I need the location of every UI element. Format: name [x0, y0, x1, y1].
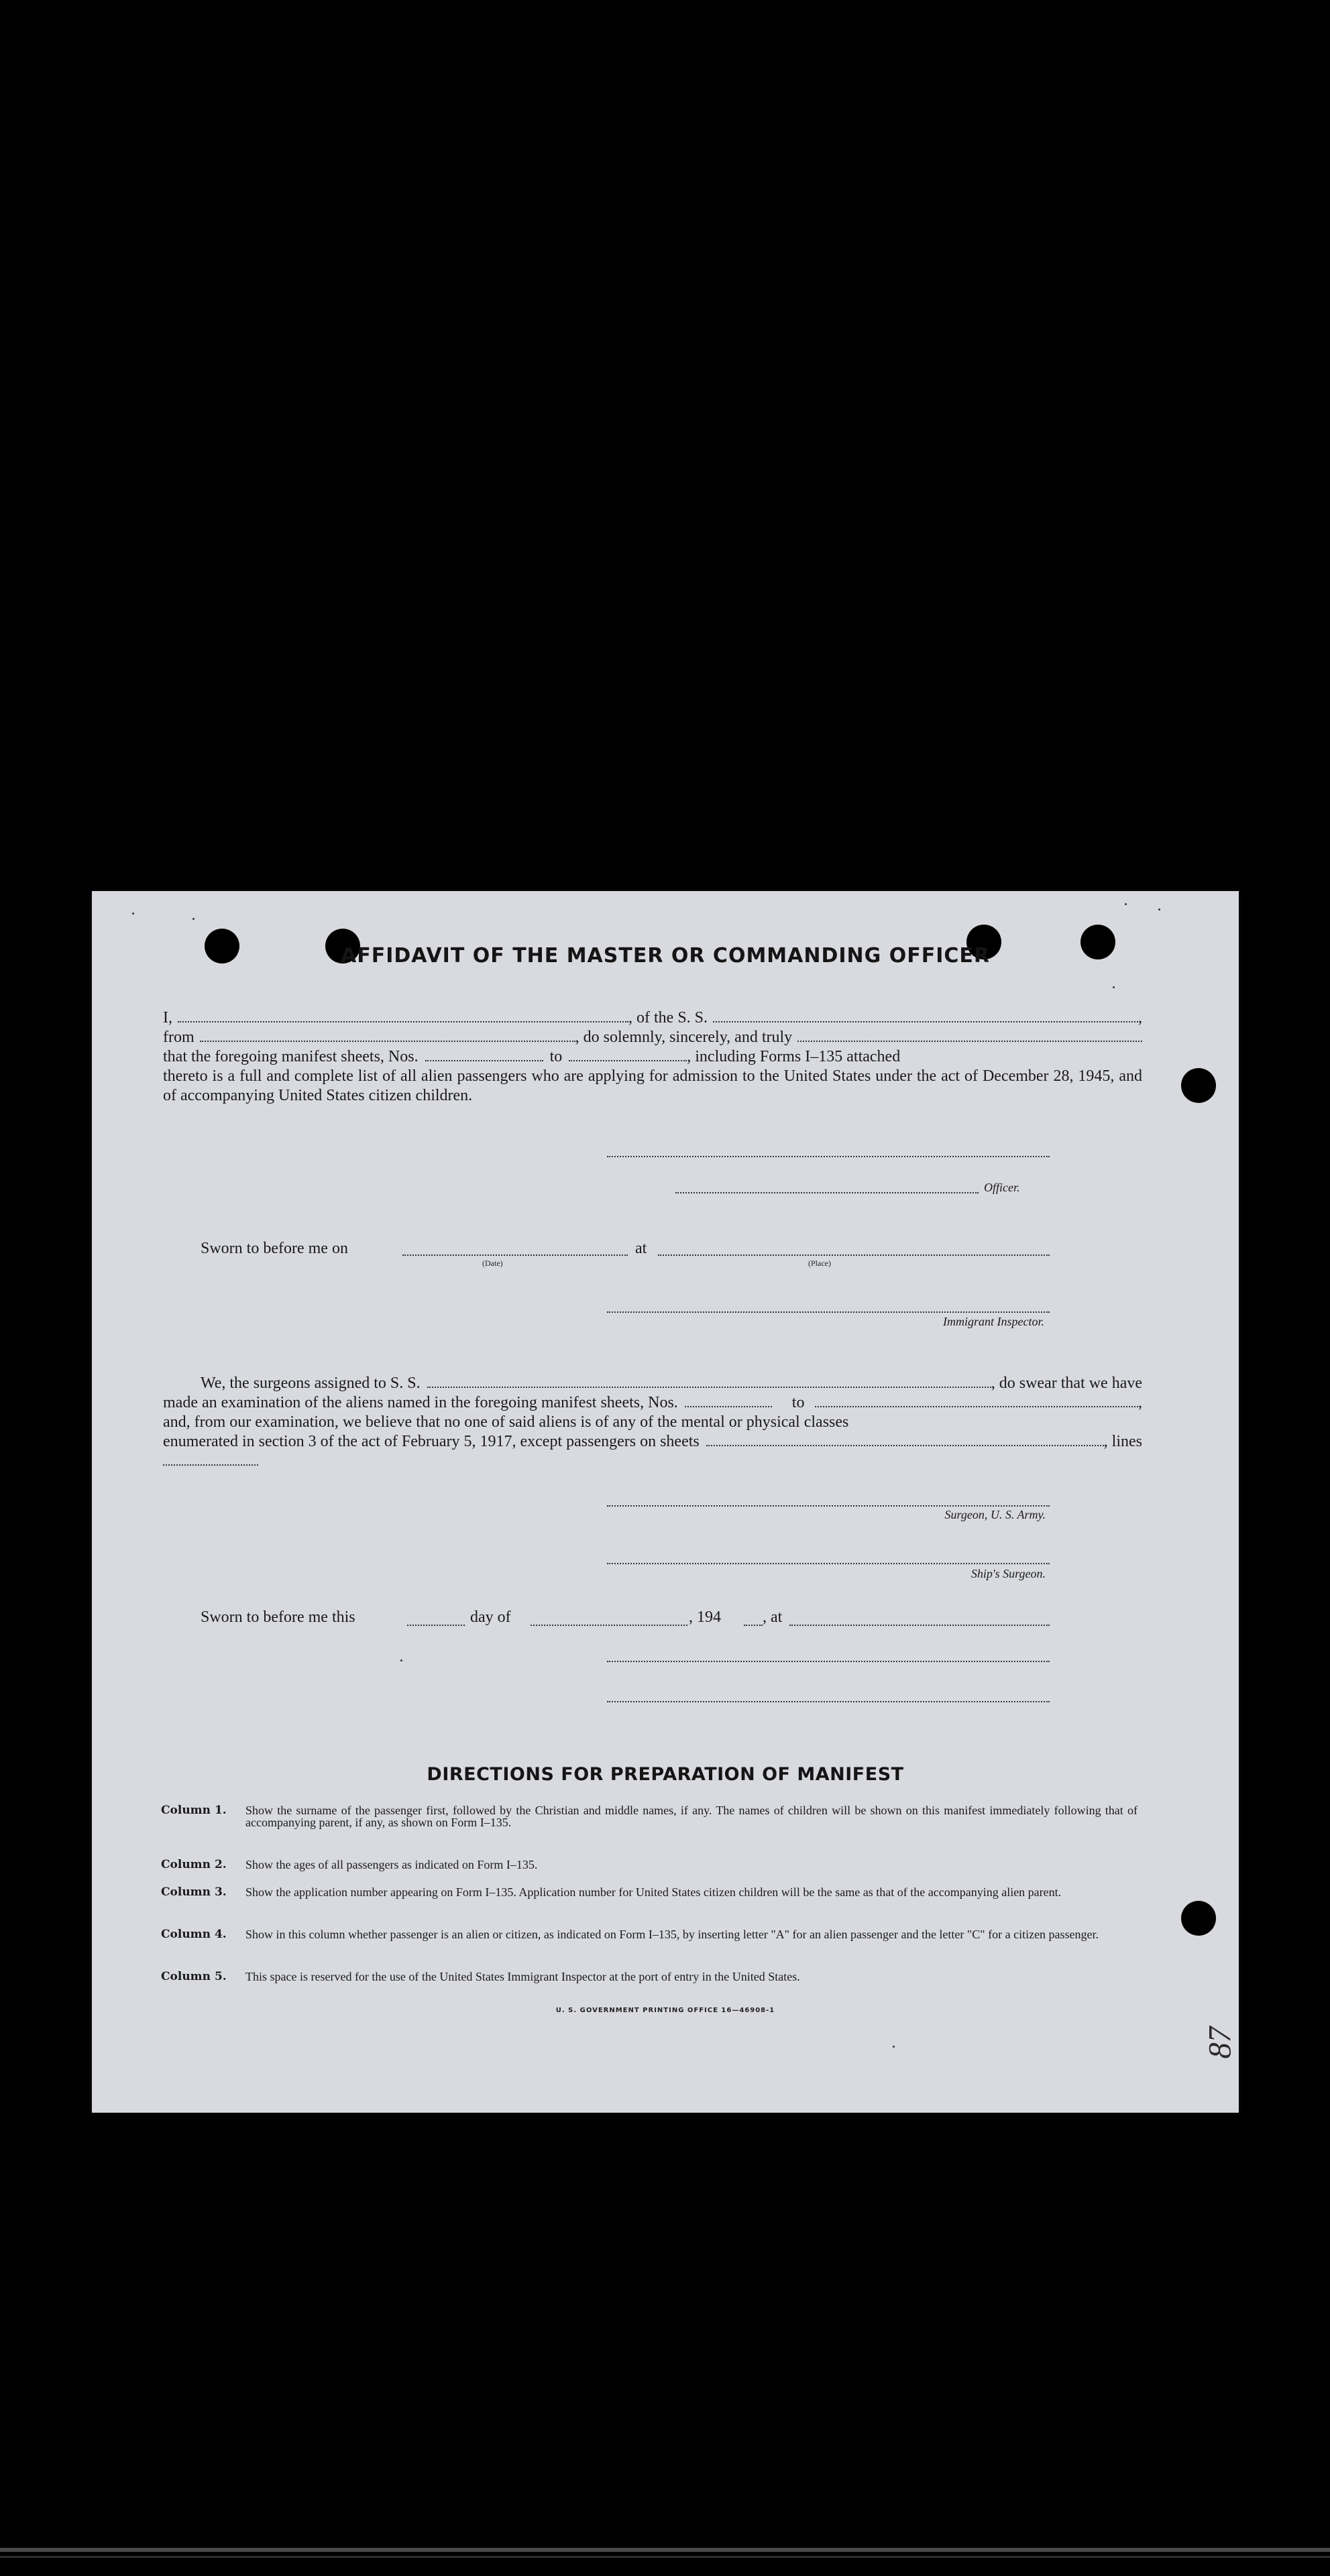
surgeons-lines-label: , lines — [1103, 1433, 1142, 1450]
affidavit-ofss-label: , of the S. S. — [628, 1009, 708, 1027]
column-label: Column 2. — [161, 1858, 227, 1871]
inspector-signature-line — [607, 1311, 1050, 1313]
manifest-form-page — [92, 891, 1239, 2113]
column-label: Column 5. — [161, 1970, 227, 1983]
column-label: Column 4. — [161, 1928, 227, 1941]
army-surgeon-signature-line — [607, 1505, 1050, 1507]
date-caption: (Date) — [482, 1258, 503, 1268]
sworn-date-line — [402, 1254, 628, 1256]
sworn-before-label: Sworn to before me on — [201, 1240, 348, 1257]
paper-speck — [132, 913, 134, 915]
affidavit-to-label: to — [549, 1048, 563, 1065]
sheet-to-blank — [569, 1048, 687, 1061]
sworn2-place-line — [789, 1625, 1050, 1626]
affidavit-line-3 — [163, 1047, 1142, 1067]
paper-speck — [1113, 986, 1115, 988]
surgeons-to-label: to — [791, 1394, 805, 1411]
surgeons-lines-blank-row — [163, 1452, 1142, 1471]
surgeons-line-1 — [163, 1374, 1142, 1393]
officer-title-line — [675, 1192, 979, 1193]
affidavit-solemnly-label: , do solemnly, sincerely, and truly — [575, 1029, 793, 1046]
printing-office-footer: U. S. GOVERNMENT PRINTING OFFICE 16—46908-1 — [555, 2007, 775, 2014]
affidavit-title: AFFIDAVIT OF THE MASTER OR COMMANDING OFFICER — [341, 944, 990, 968]
surgeons-made-label: made an examination of the aliens named in the foregoing manifest sheets, Nos. — [163, 1394, 678, 1411]
handwritten-margin-number: 87 — [1202, 2026, 1238, 2059]
punch-hole — [1181, 1068, 1216, 1103]
surgeons-lines-blank — [163, 1452, 258, 1466]
affidavit-line-rest: thereto is a full and complete list of all alien passengers who are applying for admission to the United States under the act of December 28, 1945, and of accompanying United States citizen children. — [163, 1067, 1142, 1104]
paper-speck — [1125, 903, 1127, 905]
punch-hole — [1181, 1901, 1216, 1936]
inspector2-title-line — [607, 1701, 1050, 1702]
sworn2-year-label: , 194 — [689, 1608, 721, 1626]
column-text: This space is reserved for the use of the United States Immigrant Inspector at the port of entry in the United States. — [245, 1970, 800, 1983]
oath-blank — [797, 1029, 1142, 1042]
surgeons-we-label: We, the surgeons assigned to S. S. — [201, 1374, 421, 1392]
column-label: Column 1. — [161, 1804, 227, 1817]
surgeons-sheets-blank — [706, 1433, 1104, 1446]
sworn2-year-line — [744, 1625, 763, 1626]
surgeons-line-3: and, from our examination, we believe that no one of said aliens is of any of the mental or physical classes — [163, 1413, 849, 1431]
ship-surgeon-signature-line — [607, 1563, 1050, 1564]
surgeons-ship-blank — [427, 1374, 991, 1388]
column-text: Show the surname of the passenger first, followed by the Christian and middle names, if any. The names of children will be shown on this manifest immediately following that of accompanying parent, if any, as shown on Form I–135. — [245, 1804, 1138, 1829]
surgeons-swear-label: , do swear that we have — [991, 1374, 1142, 1392]
surgeons-enumerated-label: enumerated in section 3 of the act of February 5, 1917, except passengers on sheets — [163, 1433, 700, 1450]
inspector2-signature-line — [607, 1661, 1050, 1662]
column-text: Show in this column whether passenger is an alien or citizen, as indicated on Form I–135, by inserting letter "A" for an alien passenger and the letter "C" for a citizen passenger. — [245, 1928, 1099, 1941]
surgeons-line-2: made an examination of the aliens named in the foregoing manifest sheets, Nos. to , — [163, 1394, 1142, 1411]
affidavit-including-label: , including Forms I–135 attached — [687, 1048, 901, 1065]
column-text: Show the ages of all passengers as indicated on Form I–135. — [245, 1858, 538, 1871]
sworn2-label: Sworn to before me this — [201, 1608, 355, 1626]
sworn2-day-line — [407, 1625, 465, 1626]
officer-caption: Officer. — [984, 1181, 1020, 1194]
inspector-caption: Immigrant Inspector. — [943, 1315, 1044, 1328]
affidavit-paragraph — [163, 1008, 1142, 1106]
surgeons-paragraph — [163, 1374, 1142, 1471]
viewer-edge-strip — [0, 2548, 1330, 2552]
army-surgeon-caption: Surgeon, U. S. Army. — [944, 1508, 1046, 1521]
affidavit-from-label: from — [163, 1029, 195, 1046]
directions-title: DIRECTIONS FOR PREPARATION OF MANIFEST — [427, 1764, 904, 1785]
paper-speck — [192, 918, 195, 920]
viewer-edge-strip-secondary — [0, 2556, 1330, 2558]
sworn-place-line — [658, 1254, 1050, 1256]
officer-signature-line — [607, 1156, 1050, 1157]
surgeons-sheet-to-blank — [815, 1394, 1138, 1407]
sworn-at-label: at — [635, 1240, 647, 1257]
affidavit-foregoing-label: that the foregoing manifest sheets, Nos. — [163, 1048, 419, 1065]
paper-speck — [1158, 909, 1160, 911]
paper-speck — [893, 2046, 895, 2048]
affidavit-line-1: I, , of the S. S. , — [163, 1009, 1142, 1027]
column-text: Show the application number appearing on Form I–135. Application number for United States citizen children will be the same as that of the accompanying alien parent. — [245, 1885, 1062, 1899]
column-label: Column 3. — [161, 1885, 227, 1899]
surgeons-sheet-from-blank — [685, 1394, 772, 1407]
sworn2-dayof-label: day of — [470, 1608, 511, 1626]
ship-name-blank — [713, 1009, 1138, 1022]
surgeons-line-4 — [163, 1432, 1142, 1452]
sworn2-month-line — [531, 1625, 687, 1626]
affidavit-line-2 — [163, 1028, 1142, 1047]
paper-speck — [400, 1659, 402, 1661]
place-caption: (Place) — [808, 1258, 831, 1268]
master-name-blank — [178, 1009, 628, 1022]
sheet-from-blank — [425, 1048, 543, 1061]
sworn2-at-label: , at — [763, 1608, 783, 1626]
affidavit-i-label: I, — [163, 1009, 172, 1027]
port-from-blank — [200, 1029, 575, 1042]
ship-surgeon-caption: Ship's Surgeon. — [971, 1567, 1046, 1580]
